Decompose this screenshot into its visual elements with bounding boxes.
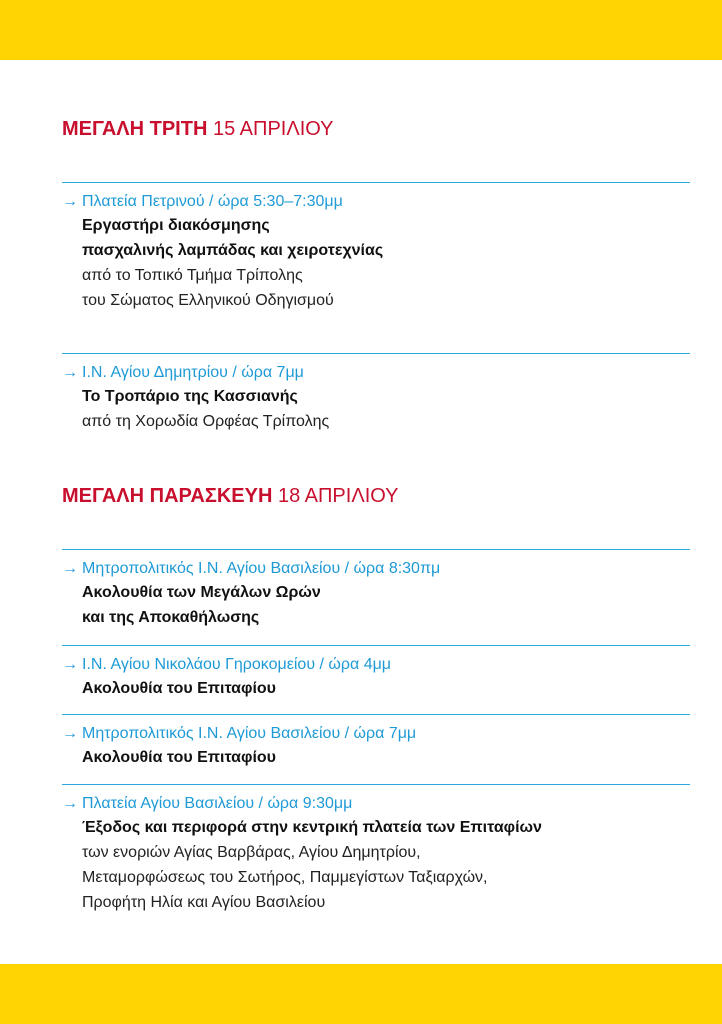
day-date: 15 ΑΠΡΙΛΙΟΥ bbox=[212, 118, 334, 140]
event-title: Ακολουθία του Επιταφίου bbox=[82, 749, 276, 766]
event-location-text: Πλατεία Πετρινού / ώρα 5:30–7:30μμ bbox=[82, 193, 343, 210]
divider bbox=[62, 549, 690, 550]
day-date: 18 ΑΠΡΙΛΙΟΥ bbox=[277, 485, 399, 507]
event-item bbox=[62, 182, 690, 313]
event-location bbox=[62, 361, 690, 384]
event-item bbox=[62, 549, 690, 630]
event-item bbox=[62, 645, 690, 701]
arrow-right-icon: → bbox=[62, 364, 78, 381]
event-description: Μεταμορφώσεως του Σωτήρος, Παμμεγίστων Ταξιαρχών, bbox=[82, 869, 488, 886]
event-location bbox=[62, 722, 690, 745]
event-description: από τη Χορωδία Ορφέας Τρίπολης bbox=[82, 413, 330, 430]
day-heading-tuesday bbox=[62, 118, 334, 141]
divider bbox=[62, 182, 690, 183]
event-location bbox=[62, 557, 690, 580]
event-location-text: Μητροπολιτικός Ι.Ν. Αγίου Βασιλείου / ώρα 7μμ bbox=[82, 725, 417, 742]
event-title: Ακολουθία του Επιταφίου bbox=[82, 680, 276, 697]
event-item bbox=[62, 353, 690, 434]
day-heading-friday bbox=[62, 485, 399, 508]
event-location bbox=[62, 653, 690, 676]
event-location bbox=[62, 792, 690, 815]
event-description: των ενοριών Αγίας Βαρβάρας, Αγίου Δημητρίου, bbox=[82, 844, 421, 861]
event-title: και της Αποκαθήλωσης bbox=[82, 609, 260, 626]
day-name: ΜΕΓΑΛΗ ΤΡΙΤΗ bbox=[62, 118, 208, 140]
event-location-text: Μητροπολιτικός Ι.Ν. Αγίου Βασιλείου / ώρα 8:30πμ bbox=[82, 560, 441, 577]
event-description: του Σώματος Ελληνικού Οδηγισμού bbox=[82, 292, 334, 309]
event-title: Το Τροπάριο της Κασσιανής bbox=[82, 388, 298, 405]
event-location bbox=[62, 190, 690, 213]
arrow-right-icon: → bbox=[62, 560, 78, 577]
event-item bbox=[62, 784, 690, 915]
event-location-text: Ι.Ν. Αγίου Δημητρίου / ώρα 7μμ bbox=[82, 364, 304, 381]
event-location-text: Ι.Ν. Αγίου Νικολάου Γηροκομείου / ώρα 4μμ bbox=[82, 656, 392, 673]
divider bbox=[62, 784, 690, 785]
divider bbox=[62, 353, 690, 354]
event-description: Προφήτη Ηλία και Αγίου Βασιλείου bbox=[82, 894, 326, 911]
arrow-right-icon: → bbox=[62, 795, 78, 812]
event-title: Εργαστήρι διακόσμησης bbox=[82, 217, 270, 234]
arrow-right-icon: → bbox=[62, 656, 78, 673]
event-item bbox=[62, 714, 690, 770]
divider bbox=[62, 714, 690, 715]
event-title: Έξοδος και περιφορά στην κεντρική πλατεία των Επιταφίων bbox=[82, 819, 542, 836]
arrow-right-icon: → bbox=[62, 725, 78, 742]
bottom-yellow-band bbox=[0, 964, 722, 1024]
event-title: πασχαλινής λαμπάδας και χειροτεχνίας bbox=[82, 242, 384, 259]
event-description: από το Τοπικό Τμήμα Τρίπολης bbox=[82, 267, 303, 284]
day-name: ΜΕΓΑΛΗ ΠΑΡΑΣΚΕΥΗ bbox=[62, 485, 273, 507]
top-yellow-band bbox=[0, 0, 722, 60]
event-title: Ακολουθία των Μεγάλων Ωρών bbox=[82, 584, 321, 601]
divider bbox=[62, 645, 690, 646]
event-location-text: Πλατεία Αγίου Βασιλείου / ώρα 9:30μμ bbox=[82, 795, 353, 812]
arrow-right-icon: → bbox=[62, 193, 78, 210]
